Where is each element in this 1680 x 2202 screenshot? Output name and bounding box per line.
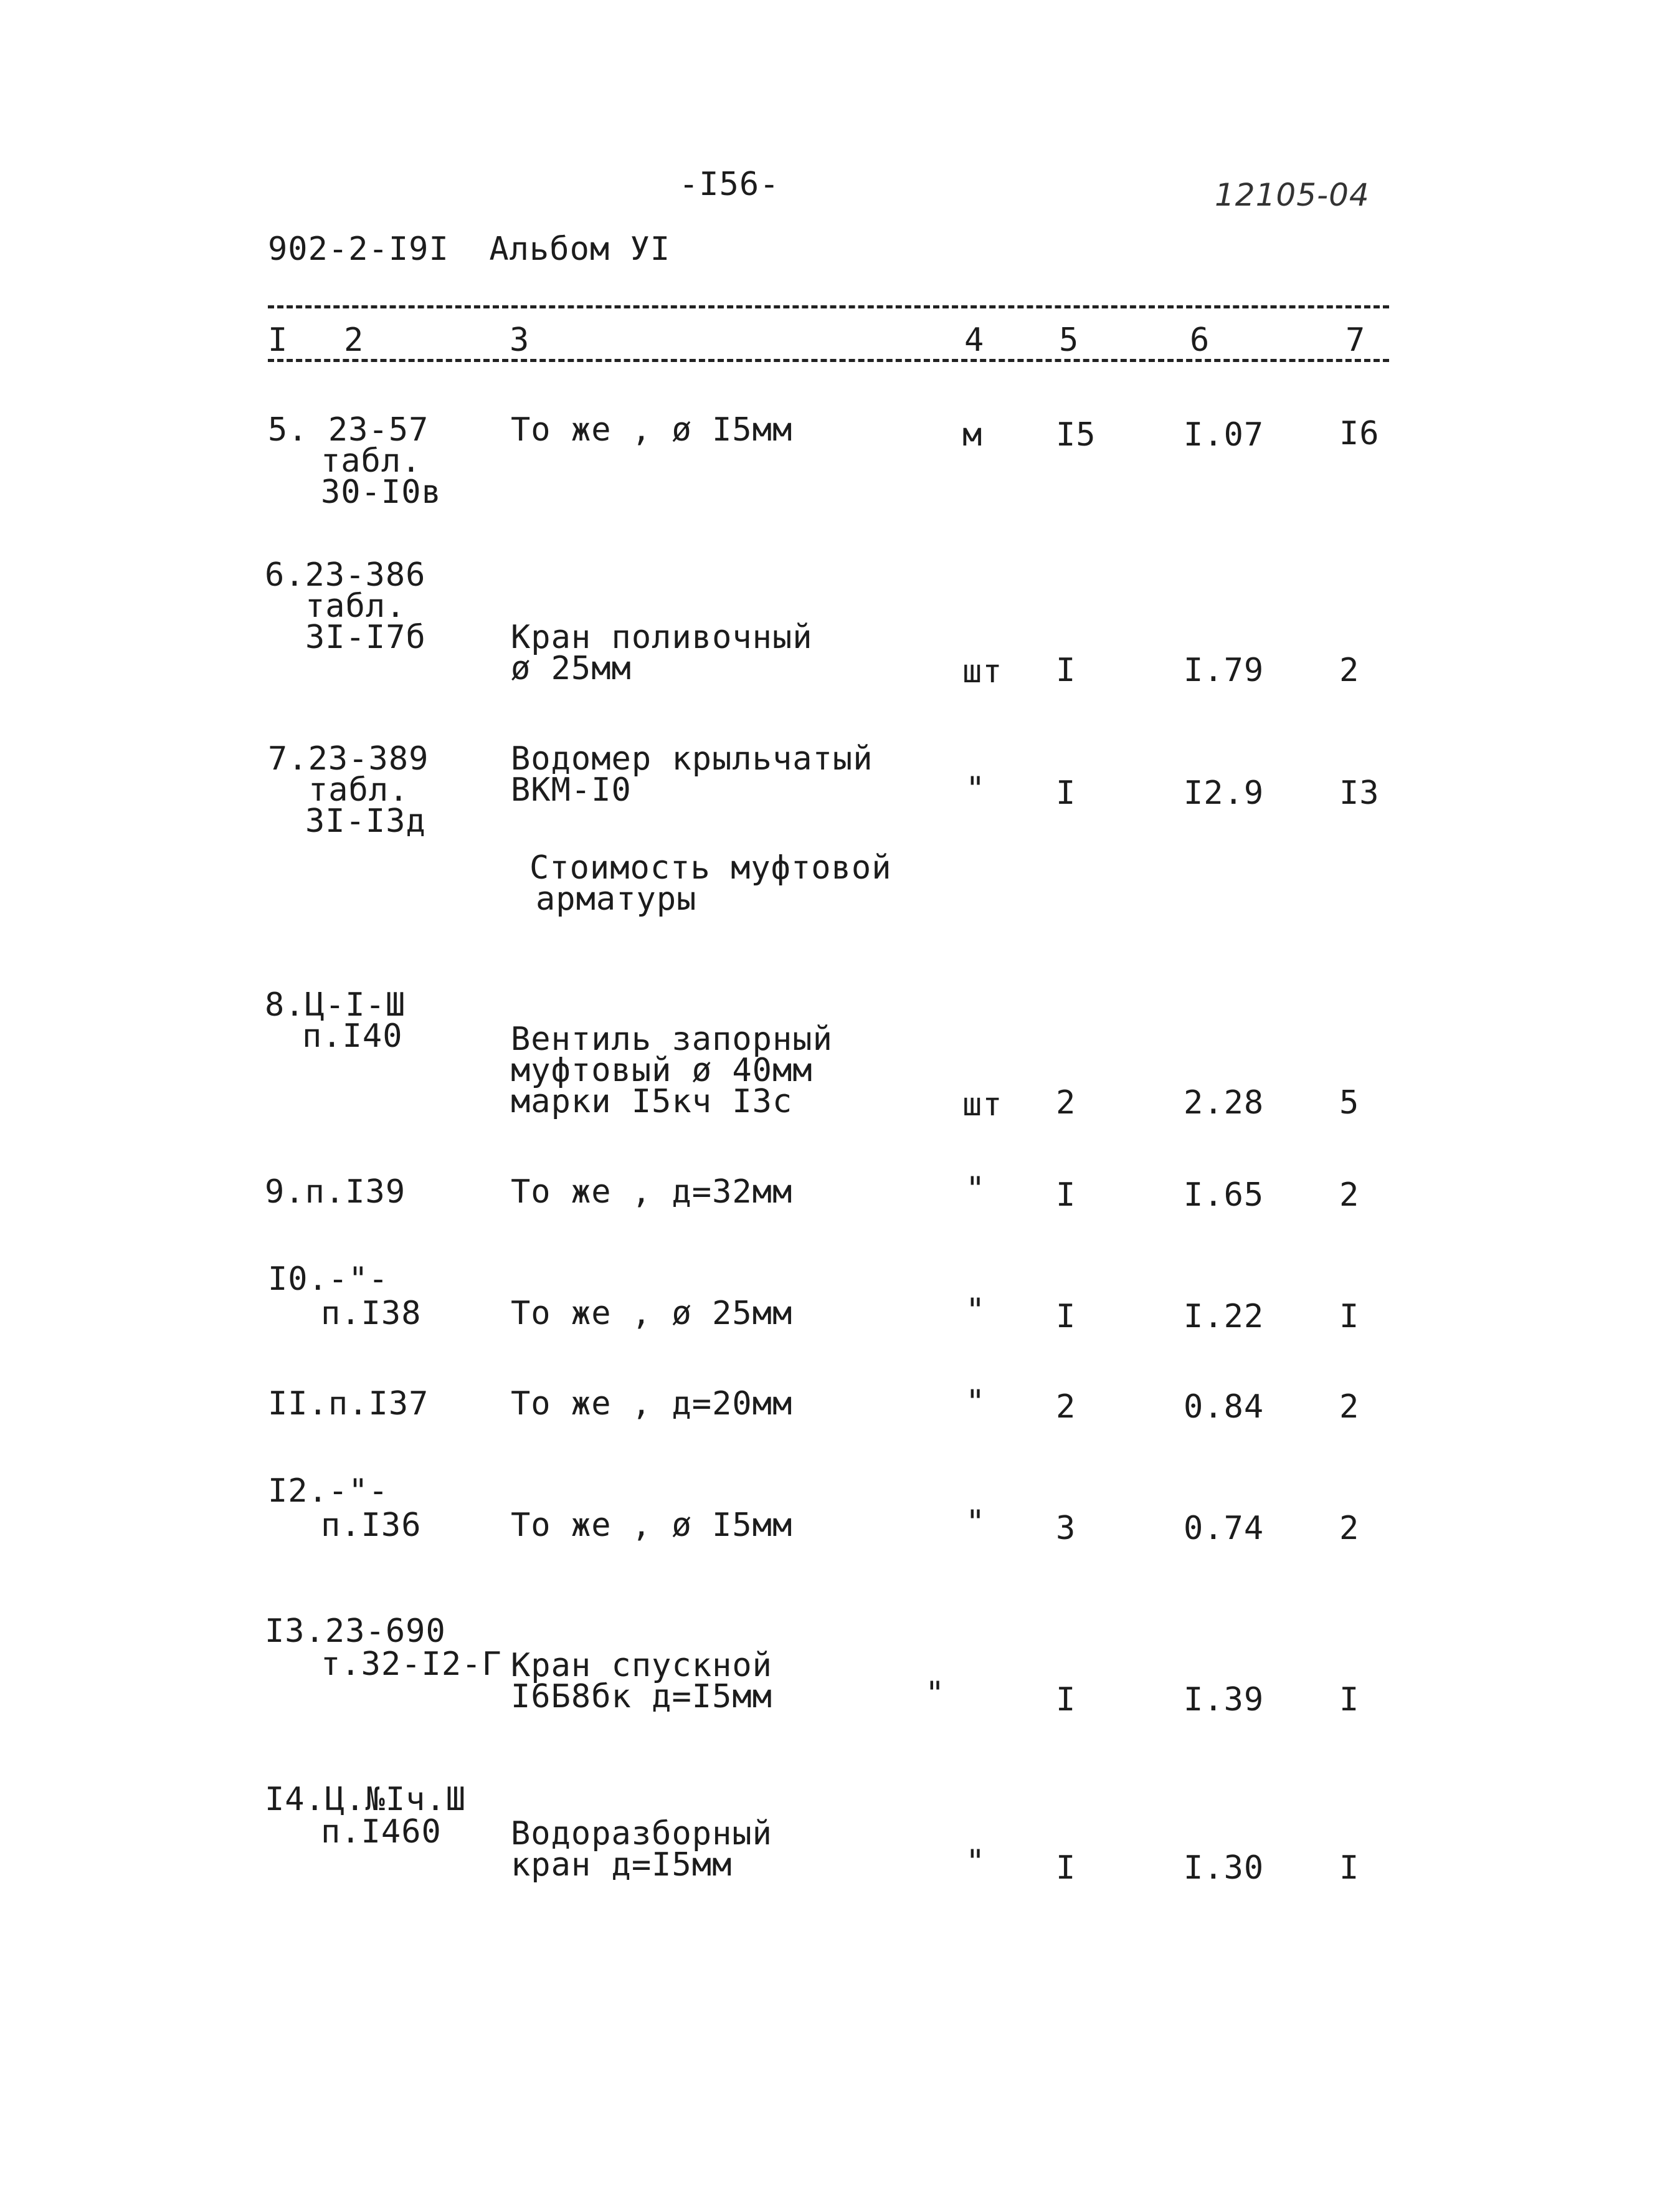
row-ref: II.п.I37 [268,1385,429,1423]
col-header-2: 2 [344,322,364,359]
row-description: Кран поливочный [511,619,813,656]
row-unit: " [925,1675,946,1712]
row-unit-price: I.07 [1184,416,1265,454]
row-quantity: I [1056,652,1076,689]
row-description: Кран спускной [511,1647,772,1684]
row-unit-price: I2.9 [1184,775,1265,812]
row-unit: " [966,1843,986,1880]
row-ref: I0.-"- [268,1261,389,1298]
row-unit-price: 0.74 [1184,1510,1265,1547]
row-description: марки I5кч I3с [511,1083,793,1120]
row-description: ø 25мм [511,650,632,687]
row-ref: 3I-I7б [305,619,426,656]
row-description: Вентиль запорный [511,1021,833,1058]
row-unit-price: I.22 [1184,1298,1265,1335]
col-header-3: 3 [510,322,530,359]
col-header-1: I [268,322,288,359]
row-unit-price: I.65 [1184,1176,1265,1214]
row-ref: 3I-I3д [305,803,426,840]
row-unit: шт [962,1086,1003,1123]
row-unit-price: I.39 [1184,1681,1265,1718]
header-bottom-rule [268,359,1389,362]
page-number: -I56- [679,166,780,203]
row-ref: I2.-"- [268,1472,389,1510]
row-quantity: I [1056,1681,1076,1718]
row-unit: " [966,1504,986,1541]
row-ref: табл. [321,442,422,480]
row-unit: " [966,1170,986,1208]
row-description: Водомер крыльчатый [511,740,873,778]
row-description: То же , д=32мм [511,1173,793,1211]
row-quantity: I [1056,1849,1076,1887]
row-unit-price: I.30 [1184,1849,1265,1887]
row-quantity: I [1056,1298,1076,1335]
row-ref: 5. 23-57 [268,411,429,449]
row-unit-price: I.79 [1184,652,1265,689]
row-quantity: I [1056,775,1076,812]
col-header-7: 7 [1345,322,1366,359]
row-description: кран д=I5мм [511,1846,733,1884]
row-quantity: I5 [1056,416,1096,454]
row-total: 2 [1339,1510,1360,1547]
row-description: То же , д=20мм [511,1385,793,1423]
row-description: То же , ø I5мм [511,1507,793,1544]
row-ref: 6.23-386 [265,556,426,594]
row-description: То же , ø 25мм [511,1295,793,1332]
row-unit: " [966,770,986,808]
row-ref: 7.23-389 [268,740,429,778]
row-ref: I3.23-690 [265,1613,446,1650]
row-ref: т.32-I2-Г [321,1646,502,1683]
row-quantity: 2 [1056,1388,1076,1426]
row-ref: табл. [308,771,409,809]
row-ref: п.I38 [321,1295,422,1332]
row-ref: I4.Ц.№Iч.Ш [265,1781,467,1818]
row-unit-price: 2.28 [1184,1084,1265,1122]
row-quantity: 2 [1056,1084,1076,1122]
section-title: Стоимость муфтовой [529,849,892,887]
row-unit: м [962,416,983,454]
row-total: 2 [1339,1176,1360,1214]
row-ref: 8.Ц-I-Ш [265,986,406,1024]
row-total: 2 [1339,1388,1360,1426]
row-ref: п.I36 [321,1507,422,1544]
row-description: I6Б8бк д=I5мм [511,1678,772,1715]
col-header-5: 5 [1059,322,1080,359]
archive-number: 12105-04 [1215,177,1370,213]
col-header-4: 4 [964,322,985,359]
row-unit: шт [962,653,1003,690]
row-total: 2 [1339,652,1360,689]
row-ref: 9.п.I39 [265,1173,406,1211]
row-description: Водоразборный [511,1815,772,1852]
col-header-6: 6 [1190,322,1210,359]
row-unit: " [966,1383,986,1421]
header-top-rule [268,305,1389,308]
row-ref: 30-I0в [321,474,442,511]
row-total: I3 [1339,775,1380,812]
row-total: I [1339,1298,1360,1335]
row-total: I [1339,1849,1360,1887]
row-quantity: 3 [1056,1510,1076,1547]
row-ref: п.I40 [302,1018,403,1055]
row-ref: п.I460 [321,1813,442,1851]
row-total: I [1339,1681,1360,1718]
row-total: I6 [1339,415,1380,452]
row-description: ВКМ-I0 [511,771,632,809]
section-title: арматуры [536,880,697,918]
row-description: муфтовый ø 40мм [511,1052,813,1089]
row-total: 5 [1339,1084,1360,1122]
album-title: 902-2-I9I Альбом УI [268,231,671,268]
row-unit: " [966,1292,986,1329]
row-unit-price: 0.84 [1184,1388,1265,1426]
row-quantity: I [1056,1176,1076,1214]
row-ref: табл. [305,588,406,625]
row-description: То же , ø I5мм [511,411,793,449]
